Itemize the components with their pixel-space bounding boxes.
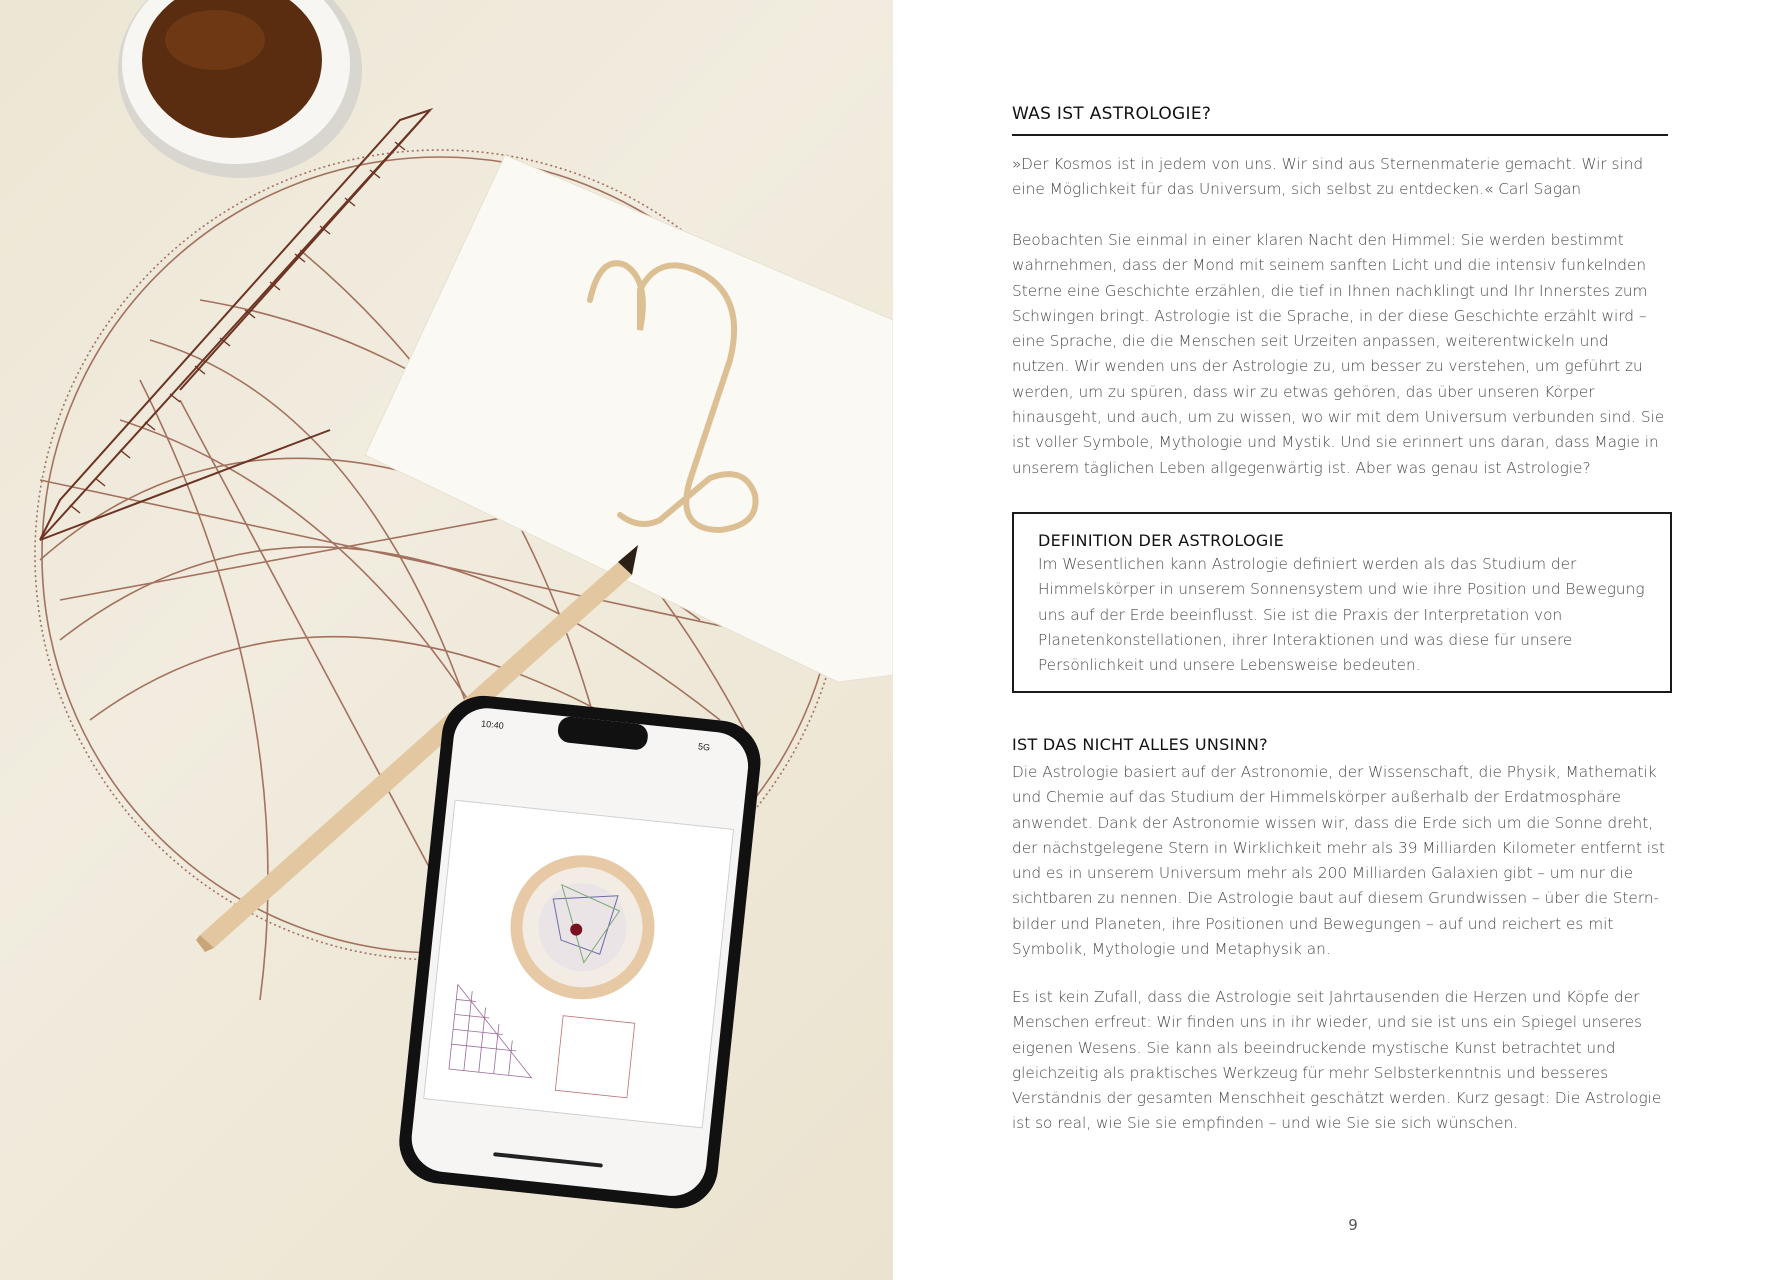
zodiac-card <box>365 155 893 682</box>
definition-heading: DEFINITION DER ASTROLOGIE <box>1038 531 1285 550</box>
page-number: 9 <box>1348 1216 1358 1234</box>
text-page <box>1012 0 1668 1280</box>
phone-signal: 5G <box>697 741 711 753</box>
definition-box <box>1012 512 1672 693</box>
phone-clock: 10:40 <box>480 718 505 731</box>
smartphone <box>395 692 764 1213</box>
definition-body: Im Wesentlichen kann Astrologie definiert werden als das Studium der Himmelskörper in unserem Sonnensystem und wie ihre Position und Bewegung uns auf der Erde beeinflusst. Sie ist die Praxis der Interpretation von Planetenkonstellationen, ihrer Interaktionen und was diese für unsere Persönlichkeit und unsere Lebensweise bedeuten. <box>1038 555 1645 675</box>
section-heading-unsinn: IST DAS NICHT ALLES UNSINN? <box>1012 735 1268 754</box>
intro-paragraph: Beobachten Sie einmal in einer klaren Nacht den Himmel: Sie werden bestimmt wahrnehmen, dass der Mond mit seinem sanften Licht und die intensiv funkelnden Sterne eine Geschichte erzählen, die tief in Ihnen nachklingt und Ihr Innerstes zum Schwingen bringt. Astrologie ist die Sprache, in der diese Geschichte erzählt wird – eine Sprache, die die Menschen seit Urzeiten anpassen, weiterentwickeln und nutzen. Wir wenden uns der Astrologie zu, um besser zu verstehen, um geführt zu werden, um zu spüren, dass wir zu etwas gehören, das über unseren Körper hinausgeht, und auch, um zu wissen, wo wir mit dem Universum verbunden sind. Sie ist voller Symbole, Mythologie und Mystik. Und sie erinnert uns daran, dass Magie in unserem täglichen Leben allgegenwärtig ist. Aber was genau ist Astrologie? <box>1012 231 1665 477</box>
unsinn-paragraph: Die Astrologie basiert auf der Astronomie, der Wissenschaft, die Physik, Mathematik und Chemie auf das Studium der Himmelskörper außerhalb der Erdatmosphäre anwendet. Dank der Astronomie wissen wir, dass die Erde sich um die Sonne dreht, der nächstgelegene Stern in Wirklichkeit mehr als 39 Milliarden Kilometer entfernt ist und es in unserem Universum mehr als 200 Milliarden Galaxien gibt – um nur die sichtbaren zu nennen. Die Astrologie baut auf diesem Grundwissen – über die Sternbilder und Planeten, ihre Positionen und Bewegungen – auf und reichert es mit Symbolik, Mythologie und Metaphysik an. <box>1012 763 1666 959</box>
carl-sagan-quote: »Der Kosmos ist in jedem von uns. Wir sind aus Sternenmaterie gemacht. Wir sind eine Möglichkeit für das Universum, sich selbst zu entdecken.« Carl Sagan <box>1012 155 1644 199</box>
scale-ticks <box>70 142 405 513</box>
tea-cup <box>118 0 362 178</box>
zufall-paragraph: Es ist kein Zufall, dass die Astrologie seit Jahrtausenden die Herzen und Köpfe der Menschen erfreut: Wir finden uns in ihr wieder, und sie ist uns ein Spiegel unseres eigenen Wesens. Sie kann als beeindruckende mystische Kunst betrachtet und gleichzeitig als praktisches Werkzeug für mehr Selbsterkenntnis und besseres Verständnis der gesamten Menschheit geschätzt werden. Kurz gesagt: Die Astrologie ist so real, wie Sie sie empfinden – und wie Sie sie sich wünschen. <box>1012 988 1662 1133</box>
page-title: WAS IST ASTROLOGIE? <box>1012 104 1668 136</box>
